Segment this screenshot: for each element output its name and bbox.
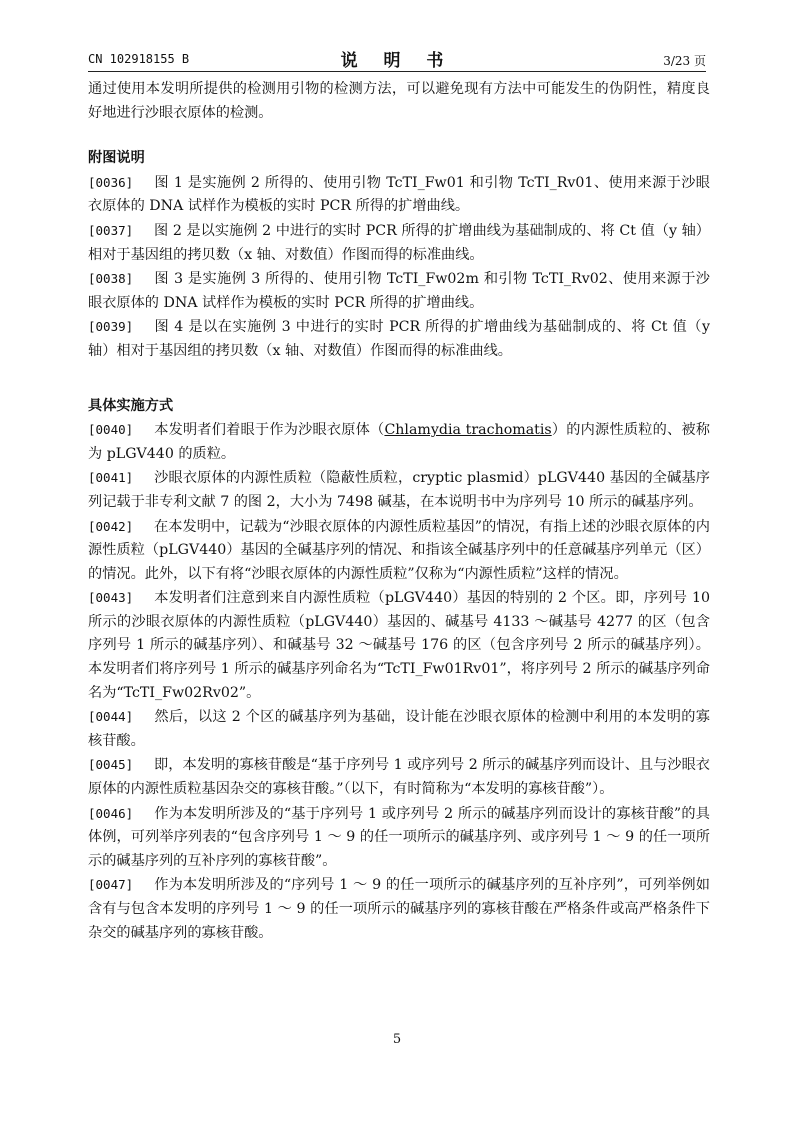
species-name: Chlamydia trachomatis [384,422,552,439]
paragraph [88,586,710,705]
intro-paragraph: 通过使用本发明所提供的检测用引物的检测方法，可以避免现有方法中可能发生的伪阴性，精度良好地进行沙眼衣原体的检测。 [88,81,710,121]
patent-number: CN 102918155 B [88,52,190,66]
document-title: 说 明 书 [340,51,454,71]
paragraph-number: [0037] [88,222,134,238]
paragraph-number: [0040] [88,422,134,438]
paragraph-number: [0044] [88,709,134,725]
paragraph-text: 在本发明中，记载为“沙眼衣原体的内源性质粒基因”的情况，有指上述的沙眼衣原体的内源性质粒（pLGV440）基因的全碱基序列的情况、和指该全碱基序列中的任意碱基序列单元（区）的情况。此外，以下有将“沙眼衣原体的内源性质粒”仅称为“内源性质粒”这样的情况。 [88,518,710,582]
paragraph-number: [0041] [88,470,134,486]
paragraph-text: 图 4 是以在实施例 3 中进行的实时 PCR 所得的扩增曲线为基础制成的、将 Ct 值（y 轴）相对于基因组的拷贝数（x 轴、对数值）作图而得的标准曲线。 [88,319,710,359]
paragraph [88,873,710,945]
paragraph [88,418,710,466]
header-divider [88,71,706,72]
paragraph-number: [0045] [88,757,134,773]
section-heading-embodiments: 具体实施方式 [88,397,174,414]
page-info: 3/23 页 [663,54,706,68]
paragraph [88,219,710,267]
paragraph-number: [0036] [88,174,134,190]
paragraph-text: 即，本发明的寡核苷酸是“基于序列号 1 或序列号 2 所示的碱基序列而设计、且与沙眼衣原体的内源性质粒基因杂交的寡核苷酸。”（以下，有时简称为“本发明的寡核苷酸”）。 [88,757,710,798]
paragraph-number: [0042] [88,518,134,534]
paragraph [88,171,710,219]
paragraph-text: 沙眼衣原体的内源性质粒（隐蔽性质粒，cryptic plasmid）pLGV440 基因的全碱基序列记载于非专利文献 7 的图 2，大小为 7498 碱基，在本说明书中为序列号 10 所示的碱基序列。 [88,470,710,510]
paragraph [88,466,710,514]
paragraph-text: 图 2 是以实施例 2 中进行的实时 PCR 所得的扩增曲线为基础制成的、将 Ct 值（y 轴）相对于基因组的拷贝数（x 轴、对数值）作图而得的标准曲线。 [88,222,710,263]
paragraph-text: 图 1 是实施例 2 所得的、使用引物 TcTI_Fw01 和引物 TcTI_Rv01、使用来源于沙眼衣原体的 DNA 试样作为模板的实时 PCR 所得的扩增曲线。 [88,174,710,215]
paragraph-text: 作为本发明所涉及的“序列号 1 ～ 9 的任一项所示的碱基序列的互补序列”，可列举例如含有与包含本发明的序列号 1 ～ 9 的任一项所示的碱基序列的寡核苷酸在严格条件或高严格条件下杂交的碱基序列的寡核苷酸。 [88,877,710,941]
paragraph [88,515,710,587]
document-body [88,78,710,945]
paragraph-text: 图 3 是实施例 3 所得的、使用引物 TcTI_Fw02m 和引物 TcTI_Rv02、使用来源于沙眼衣原体的 DNA 试样作为模板的实时 PCR 所得的扩增曲线。 [88,271,710,311]
section-heading-drawings: 附图说明 [88,150,145,167]
paragraph-text: ）的内源性质粒的、被称为 pLGV440 的质粒。 [88,422,710,462]
paragraph-text: 作为本发明所涉及的“基于序列号 1 或序列号 2 所示的碱基序列而设计的寡核苷酸”的具体例，可列举序列表的“包含序列号 1 ～ 9 的任一项所示的碱基序列、或序列号 1 ～ 9 的任一项所示的碱基序列的互补序列的寡核苷酸”。 [88,805,710,869]
paragraph-text: 本发明者们着眼于作为沙眼衣原体（ [154,422,385,439]
paragraph-text: 本发明者们注意到来自内源性质粒（pLGV440）基因的特别的 2 个区。即，序列号 10 所示的沙眼衣原体的内源性质粒（pLGV440）基因的、碱基号 4133 ～碱基号 4277 的区（包含序列号 1 所示的碱基序列）、和碱基号 32 ～碱基号 176 的区（包含序列号 2 所示的碱基序列）。本发明者们将序列号 1 所示的碱基序列命名为“TcTI_Fw01Rv01”，将序列号 2 所示的碱基序列命名为“TcTI_Fw02Rv02”。 [88,590,710,701]
paragraph-number: [0043] [88,590,134,606]
paragraph [88,705,710,753]
paragraph-text: 然后，以这 2 个区的碱基序列为基础，设计能在沙眼衣原体的检测中利用的本发明的寡核苷酸。 [88,709,710,749]
page-header [88,46,706,70]
paragraph-number: [0047] [88,877,134,893]
paragraph-number: [0046] [88,805,134,821]
paragraph-number: [0038] [88,271,134,287]
paragraph [88,315,710,363]
paragraph [88,802,710,874]
paragraph [88,267,710,315]
page-number: 5 [392,1032,402,1047]
paragraph [88,753,710,801]
paragraph-number: [0039] [88,319,134,335]
